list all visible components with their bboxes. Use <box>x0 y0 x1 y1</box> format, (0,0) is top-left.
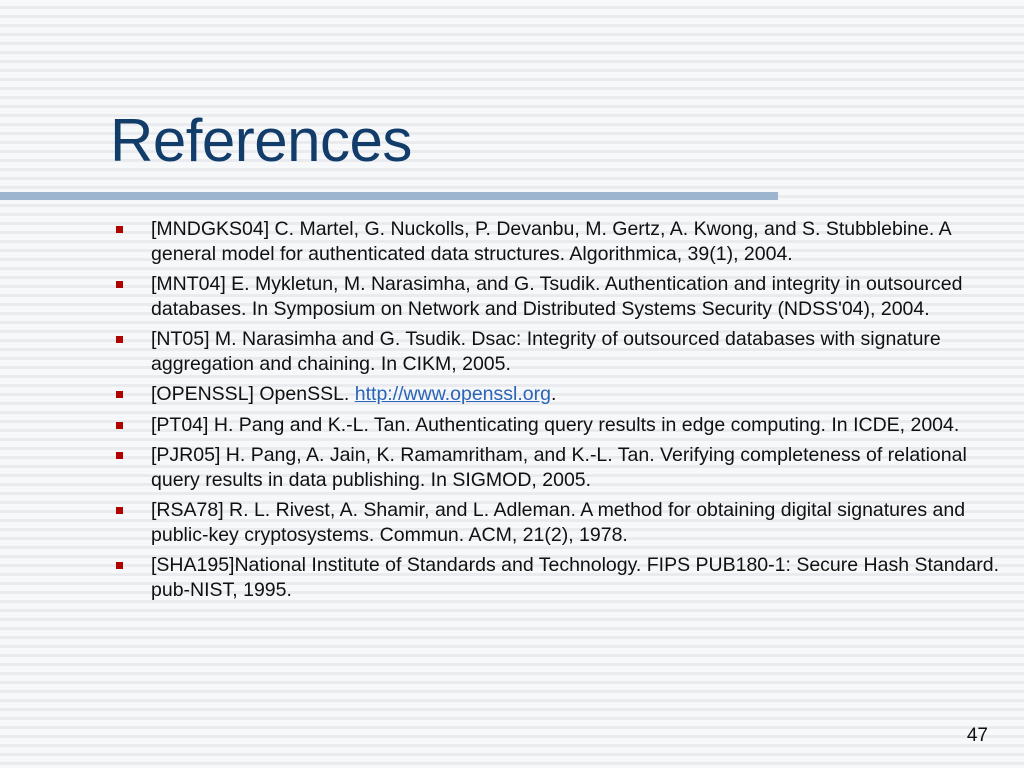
reference-text: [PT04] H. Pang and K.-L. Tan. Authenticating query results in edge computing. In ICDE, 2004. <box>151 413 960 436</box>
slide-title: References <box>110 107 412 174</box>
square-bullet-icon <box>116 562 123 569</box>
square-bullet-icon <box>116 336 123 343</box>
openssl-link[interactable]: http://www.openssl.org <box>354 383 551 405</box>
reference-text-suffix: . <box>550 383 557 405</box>
reference-text-prefix: [OPENSSL] OpenSSL. <box>151 383 355 405</box>
reference-item <box>113 498 1003 547</box>
square-bullet-icon <box>116 226 123 233</box>
reference-text: [RSA78] R. L. Rivest, A. Shamir, and L. Adleman. A method for obtaining digital signatures and public-key cryptosystems. Commun. ACM, 21(2), 1978. <box>151 499 966 546</box>
reference-item <box>113 217 1003 266</box>
reference-item <box>113 382 1003 407</box>
reference-text: [PJR05] H. Pang, A. Jain, K. Ramamritham, and K.-L. Tan. Verifying completeness of relational query results in data publishing. In SIGMOD, 2005. <box>151 444 967 491</box>
square-bullet-icon <box>116 281 123 288</box>
references-list <box>113 217 1003 608</box>
title-underline <box>0 192 778 200</box>
square-bullet-icon <box>116 391 123 398</box>
reference-text: [SHA195]National Institute of Standards and Technology. FIPS PUB180-1: Secure Hash Standard. pub-NIST, 1995. <box>151 554 1000 601</box>
reference-item <box>113 553 1003 602</box>
reference-text: [MNT04] E. Mykletun, M. Narasimha, and G. Tsudik. Authentication and integrity in outsourced databases. In Symposium on Network and Distributed Systems Security (NDSS'04), 2004. <box>151 273 963 320</box>
reference-item <box>113 413 1003 438</box>
square-bullet-icon <box>116 422 123 429</box>
reference-text: [NT05] M. Narasimha and G. Tsudik. Dsac: Integrity of outsourced databases with signature aggregation and chaining. In CIKM, 2005. <box>151 328 941 375</box>
reference-text: [MNDGKS04] C. Martel, G. Nuckolls, P. Devanbu, M. Gertz, A. Kwong, and S. Stubblebine. A general model for authenticated data structures. Algorithmica, 39(1), 2004. <box>151 218 951 265</box>
square-bullet-icon <box>116 507 123 514</box>
reference-item <box>113 327 1003 376</box>
page-number: 47 <box>966 725 988 746</box>
reference-item <box>113 443 1003 492</box>
square-bullet-icon <box>116 452 123 459</box>
reference-item <box>113 272 1003 321</box>
